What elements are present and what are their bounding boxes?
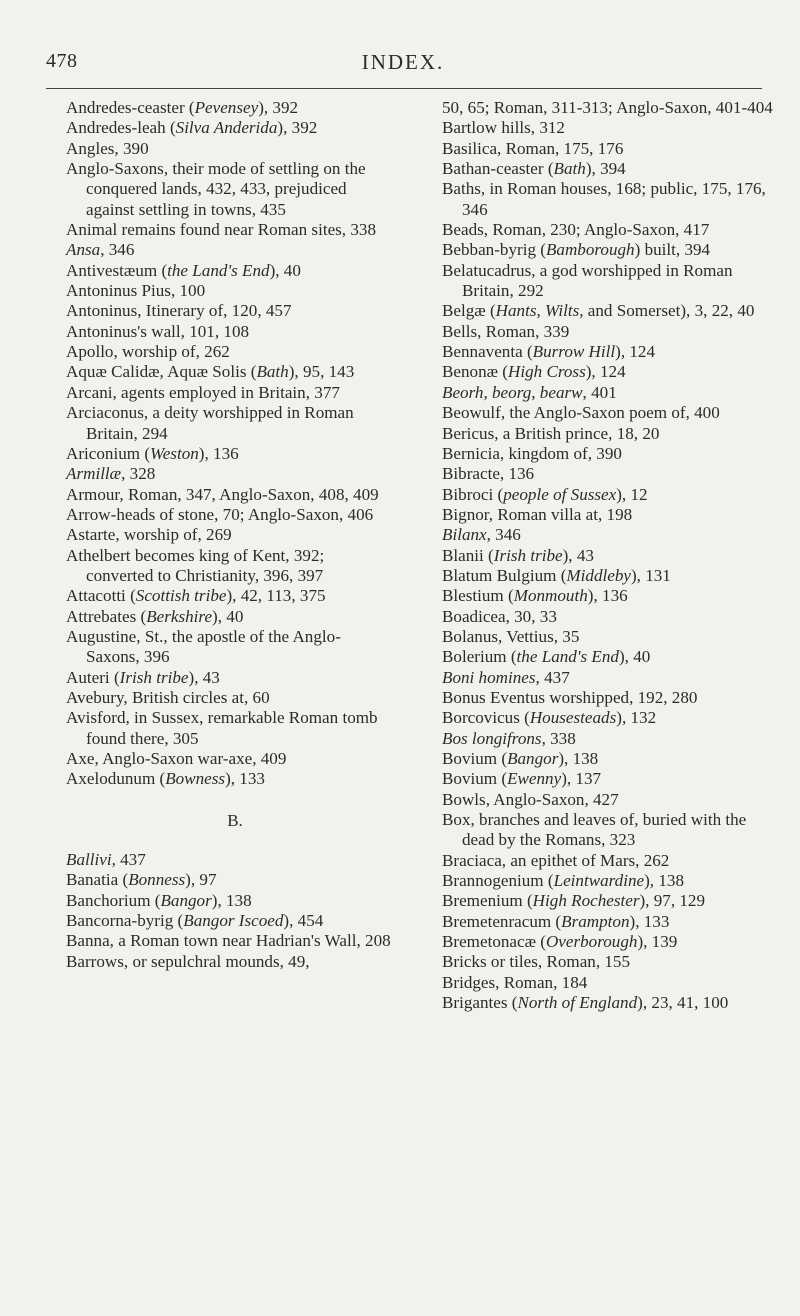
entry-head: Belatucadrus, a god worshipped in Roman Britain, 292 [442, 260, 733, 301]
index-entry [442, 139, 778, 159]
entry-head: Attacotti ( [66, 586, 136, 606]
index-entry [66, 505, 394, 525]
entry-head: Avisford, in Sussex, remarkable Roman tomb found there, 305 [66, 708, 378, 748]
entry-head: Astarte, worship of, 269 [66, 525, 232, 545]
index-entry [66, 342, 394, 362]
entry-head: Arciaconus, a deity worshipped in Roman Britain, 294 [66, 403, 354, 443]
entry-tail: ), 392 [258, 98, 299, 117]
entry-head: Bowls, Anglo-Saxon, 427 [442, 789, 619, 809]
entry-head: Bovium ( [442, 769, 508, 789]
index-entry [442, 973, 778, 993]
entry-tail: ), 137 [561, 769, 602, 789]
entry-tail: ) built, 394 [634, 240, 711, 260]
entry-head: Antivestæum ( [66, 260, 168, 280]
entry-head: Arcani, agents employed in Britain, 377 [66, 382, 340, 402]
header-rule [46, 88, 762, 89]
entry-italic: Berkshire [146, 606, 213, 626]
index-entry [66, 464, 394, 484]
entry-italic: the Land's End [516, 647, 619, 667]
entry-head: Brigantes ( [442, 993, 518, 1013]
entry-head: Bridges, Roman, 184 [442, 972, 588, 992]
entry-head: Brannogenium ( [442, 871, 554, 891]
entry-italic: Bangor [507, 749, 559, 768]
entry-italic: Ansa [66, 240, 101, 260]
entry-tail: ), 133 [225, 769, 265, 789]
entry-head: Andredes-leah ( [66, 118, 176, 138]
entry-head: Bibracte, 136 [442, 464, 535, 484]
index-entry [66, 627, 394, 668]
entry-head: Bremenium ( [442, 891, 533, 911]
entry-head: Box, branches and leaves of, buried with the dead by the Romans, 323 [442, 810, 747, 850]
entry-head: Boadicea, 30, 33 [442, 606, 557, 626]
entry-tail: , 328 [121, 464, 156, 484]
entry-tail: ), 133 [629, 911, 670, 931]
entry-italic: High Cross [508, 362, 586, 382]
entry-head: Blestium ( [442, 586, 514, 606]
index-entry [442, 240, 778, 260]
entry-tail: , 437 [111, 850, 146, 870]
entry-tail: ), 138 [211, 890, 252, 910]
index-entry [66, 403, 394, 444]
index-entry [442, 485, 778, 505]
entry-head: Bovium ( [442, 749, 508, 768]
index-entry [442, 261, 778, 302]
entry-head: Ariconium ( [66, 443, 151, 463]
entry-head: Athelbert becomes king of Kent, 392; converted to Christianity, 396, 397 [66, 545, 325, 585]
entry-italic: North of England [517, 993, 638, 1013]
index-entry [66, 159, 394, 220]
index-entries-b [66, 850, 394, 972]
entry-tail: ), 138 [644, 871, 684, 891]
entry-italic: Bangor Iscoed [183, 911, 284, 931]
index-entry [66, 952, 394, 972]
entry-tail: ), 97 [185, 870, 217, 890]
index-entry [442, 912, 778, 932]
entry-head: Bennaventa ( [442, 342, 533, 362]
entry-head: Bolanus, Vettius, 35 [442, 626, 580, 646]
entry-head: Bebban-byrig ( [442, 240, 546, 260]
index-entry [66, 322, 394, 342]
entry-italic: Irish tribe [119, 667, 189, 687]
entry-italic: Leintwardine [553, 871, 645, 891]
entry-tail: ), 139 [637, 932, 678, 952]
entry-tail: ), 124 [615, 342, 656, 362]
entry-head: Angles, 390 [66, 138, 149, 158]
index-entry [66, 931, 394, 951]
entry-tail: ), 42, 113, 375 [226, 586, 326, 606]
entry-head: Basilica, Roman, 175, 176 [442, 138, 624, 158]
entry-italic: Bonness [128, 870, 186, 890]
entry-head: Avebury, British circles at, 60 [66, 687, 270, 707]
left-column [66, 98, 394, 972]
entry-tail: ), 136 [198, 443, 239, 463]
index-entry [66, 118, 394, 138]
entry-italic: Middleby [566, 565, 631, 585]
entry-tail: ), 124 [585, 362, 626, 382]
entry-head: Barrows, or sepulchral mounds, 49, [66, 951, 310, 971]
page-number: 478 [46, 50, 78, 72]
index-entry [442, 505, 778, 525]
entry-italic: Irish tribe [493, 545, 563, 565]
entry-tail: , 346 [100, 240, 135, 260]
index-entry [66, 444, 394, 464]
index-entry [442, 159, 778, 179]
entry-tail: ), 97, 129 [639, 891, 706, 911]
index-entry [442, 851, 778, 871]
entry-head: Armour, Roman, 347, Anglo-Saxon, 408, 409 [66, 484, 379, 504]
index-entry [66, 525, 394, 545]
entry-head: 50, 65; Roman, 311-313; Anglo-Saxon, 401-404 [442, 98, 773, 117]
index-entry [442, 444, 778, 464]
entry-italic: people of Sussex [503, 484, 617, 504]
entry-italic: Pevensey [194, 98, 259, 117]
entry-tail: ), 138 [558, 749, 599, 768]
index-entry [442, 342, 778, 362]
index-entry [66, 362, 394, 382]
entry-italic: Overborough [545, 932, 638, 952]
entry-head: Bancorna-byrig ( [66, 911, 184, 931]
page-header [46, 48, 760, 88]
entry-head: Belgæ ( [442, 301, 496, 321]
index-entry [66, 240, 394, 260]
entry-tail: ), 136 [587, 586, 628, 606]
entry-head: Baths, in Roman houses, 168; public, 175, 176, 346 [442, 179, 766, 219]
right-column [442, 98, 778, 1013]
entry-head: Bibroci ( [442, 484, 504, 504]
running-head: INDEX. [361, 50, 445, 74]
index-entry [442, 586, 778, 606]
entry-head: Axelodunum ( [66, 769, 166, 789]
entry-italic: Boni homines [442, 667, 536, 687]
entry-head: Andredes-ceaster ( [66, 98, 195, 117]
index-entry [442, 688, 778, 708]
entry-italic: Bowness [165, 769, 226, 789]
entry-tail: ), 40 [269, 260, 301, 280]
index-entry [442, 668, 778, 688]
index-entry [66, 749, 394, 769]
index-entry [442, 362, 778, 382]
index-entry [442, 179, 778, 220]
entry-head: Bricks or tiles, Roman, 155 [442, 952, 631, 972]
entry-head: Banna, a Roman town near Hadrian's Wall, 208 [66, 931, 391, 951]
entry-tail: ), 43 [188, 667, 220, 687]
entry-head: Bathan-ceaster ( [442, 159, 554, 179]
entry-italic: Housesteads [529, 708, 617, 728]
entry-italic: Bos longifrons [442, 728, 542, 748]
entry-tail: , 437 [535, 667, 570, 687]
entry-italic: Brampton [561, 911, 630, 931]
entry-tail: ), 95, 143 [288, 362, 355, 382]
index-entry [66, 383, 394, 403]
index-entry [66, 688, 394, 708]
entry-head: Bonus Eventus worshipped, 192, 280 [442, 687, 698, 707]
entry-italic: Bath [256, 362, 289, 382]
entry-head: Benonæ ( [442, 362, 508, 382]
entry-tail: ), 454 [283, 911, 324, 931]
entry-head: Anglo-Saxons, their mode of settling on the conquered lands, 432, 433, prejudiced against settling in towns, 435 [66, 159, 366, 219]
entry-tail: ), 43 [562, 545, 594, 565]
index-entry [66, 546, 394, 587]
index-entry [442, 403, 778, 423]
entry-tail: ), 392 [277, 118, 318, 138]
entry-italic: Ewenny [507, 769, 562, 789]
entry-italic: Scottish tribe [135, 586, 227, 606]
entry-head: Bells, Roman, 339 [442, 321, 570, 341]
entry-head: Bartlow hills, 312 [442, 118, 565, 138]
index-entry [66, 850, 394, 870]
entry-italic: Hants, Wilts, [495, 301, 584, 321]
entry-tail: , 401 [582, 382, 617, 402]
entry-head: Beowulf, the Anglo-Saxon poem of, 400 [442, 403, 720, 423]
entry-italic: Beorh, beorg, bearw [442, 382, 583, 402]
index-entry [442, 220, 778, 240]
entry-head: Banchorium ( [66, 890, 161, 910]
index-entry [66, 586, 394, 606]
entry-italic: Ballivi [66, 850, 112, 870]
index-entry [442, 627, 778, 647]
index-entry [442, 118, 778, 138]
entry-italic: Bamborough [545, 240, 635, 260]
entry-tail: ), 23, 41, 100 [637, 993, 729, 1013]
entry-italic: Silva Anderida [175, 118, 278, 138]
index-entry [442, 607, 778, 627]
index-entry [442, 424, 778, 444]
index-entry [66, 911, 394, 931]
entry-head: Borcovicus ( [442, 708, 530, 728]
index-entry [66, 668, 394, 688]
index-entry [66, 261, 394, 281]
entry-head: Axe, Anglo-Saxon war-axe, 409 [66, 749, 287, 768]
index-entry [442, 525, 778, 545]
index-entry [66, 220, 394, 240]
entry-head: Bremetenracum ( [442, 911, 562, 931]
entry-head: Beads, Roman, 230; Anglo-Saxon, 417 [442, 220, 710, 240]
entry-head: Bericus, a British prince, 18, 20 [442, 423, 660, 443]
entry-tail: ), 40 [212, 606, 244, 626]
entry-head: Bolerium ( [442, 647, 517, 667]
index-entry [442, 749, 778, 769]
entry-head: Braciaca, an epithet of Mars, 262 [442, 850, 670, 870]
index-entry [442, 871, 778, 891]
entry-tail: ), 12 [616, 484, 648, 504]
entry-tail: ), 132 [616, 708, 657, 728]
entry-head: Blatum Bulgium ( [442, 565, 567, 585]
entry-head: Antoninus, Itinerary of, 120, 457 [66, 301, 292, 321]
index-entry [66, 485, 394, 505]
entry-head: Aquæ Calidæ, Aquæ Solis ( [66, 362, 257, 382]
index-entry [442, 322, 778, 342]
index-entry [442, 993, 778, 1013]
index-entry [66, 98, 394, 118]
entry-head: Auteri ( [66, 667, 120, 687]
entry-head: Antoninus's wall, 101, 108 [66, 321, 250, 341]
index-entry [66, 769, 394, 789]
index-entry [442, 952, 778, 972]
entry-head: Bremetonacæ ( [442, 932, 546, 952]
entry-tail: , 338 [541, 728, 576, 748]
entry-head: Arrow-heads of stone, 70; Anglo-Saxon, 406 [66, 504, 374, 524]
entry-italic: Burrow Hill [532, 342, 616, 362]
entry-tail: and Somerset), 3, 22, 40 [583, 301, 755, 321]
index-entry [442, 383, 778, 403]
index-entry [442, 932, 778, 952]
index-entry [66, 607, 394, 627]
entry-italic: the Land's End [167, 260, 270, 280]
section-letter-b: B. [227, 810, 243, 830]
index-entry [442, 891, 778, 911]
index-entry [442, 301, 778, 321]
index-entry [66, 891, 394, 911]
entry-tail: ), 394 [585, 159, 626, 179]
entry-italic: Weston [150, 443, 199, 463]
entry-head: Apollo, worship of, 262 [66, 342, 230, 362]
entry-tail: ), 40 [618, 647, 651, 667]
entry-head: Augustine, St., the apostle of the Anglo-Saxons, 396 [66, 626, 341, 667]
index-entry [442, 647, 778, 667]
index-entries-a [66, 98, 394, 790]
entry-italic: Bilanx [442, 525, 487, 545]
entry-italic: Armillæ [66, 464, 122, 484]
entry-tail: ), 131 [630, 565, 671, 585]
index-entry [66, 708, 394, 749]
index-entry [66, 301, 394, 321]
entry-head: Antoninus Pius, 100 [66, 281, 206, 301]
index-entry [442, 729, 778, 749]
entry-head: Bernicia, kingdom of, 390 [442, 443, 622, 463]
index-entry [66, 139, 394, 159]
entry-italic: Bangor [160, 890, 212, 910]
index-entry [442, 790, 778, 810]
index-entry [66, 870, 394, 890]
entry-head: Bignor, Roman villa at, 198 [442, 504, 633, 524]
index-entry [442, 98, 778, 118]
index-entry [442, 708, 778, 728]
entry-head: Animal remains found near Roman sites, 338 [66, 220, 376, 240]
entry-head: Blanii ( [442, 545, 494, 565]
index-entries-right [442, 98, 778, 1013]
entry-head: Banatia ( [66, 870, 129, 890]
entry-italic: High Rochester [532, 891, 640, 911]
index-entry [442, 566, 778, 586]
index-entry [442, 769, 778, 789]
entry-head: Attrebates ( [66, 606, 147, 626]
index-entry [66, 281, 394, 301]
index-entry [442, 810, 778, 851]
index-entry [442, 546, 778, 566]
index-entry [442, 464, 778, 484]
entry-italic: Monmouth [513, 586, 588, 606]
entry-tail: , 346 [486, 525, 521, 545]
entry-italic: Bath [553, 159, 586, 179]
